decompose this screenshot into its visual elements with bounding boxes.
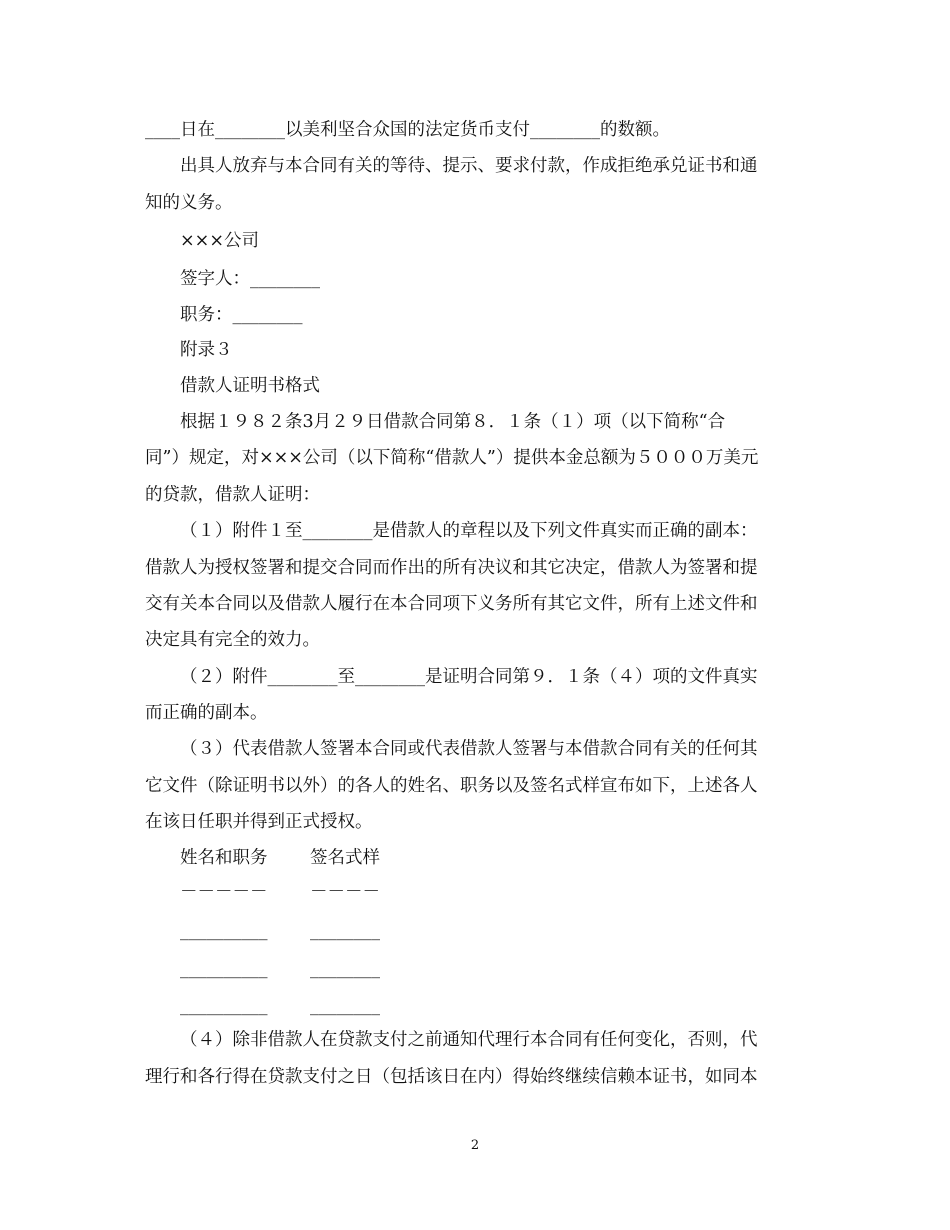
paragraph-line: 交有关本合同以及借款人履行在本合同项下义务所有其它文件，所有上述文件和 <box>145 594 758 614</box>
table-row-signature-field: ________ <box>310 959 380 979</box>
paragraph-line: 决定具有完全的效力。 <box>145 630 320 650</box>
paragraph-line: 而正确的副本。 <box>145 703 268 723</box>
paragraph-line: （４）除非借款人在贷款支付之前通知代理行本合同有任何变化，否则，代 <box>180 1030 758 1050</box>
table-header-signature: 签名式样 <box>310 848 380 868</box>
table-header-name-title: 姓名和职务 <box>180 848 268 868</box>
paragraph-line: （３）代表借款人签署本合同或代表借款人签署与本借款合同有关的任何其 <box>180 739 758 759</box>
table-separator: －－－－ <box>310 882 380 902</box>
paragraph-line: 的贷款，借款人证明： <box>145 485 320 505</box>
form-title: 借款人证明书格式 <box>180 376 320 396</box>
position-line: 职务：________ <box>180 305 303 325</box>
page-number: 2 <box>470 1138 480 1153</box>
signatory-line: 签字人：________ <box>180 269 320 289</box>
paragraph-line: （１）附件１至________是借款人的章程以及下列文件真实而正确的副本： <box>180 521 758 541</box>
appendix-title: 附录３ <box>180 340 233 360</box>
paragraph-line: ____日在________以美利坚合众国的法定货币支付________的数额。 <box>145 120 670 140</box>
paragraph-line: 它文件（除证明书以外）的各人的姓名、职务以及签名式样宣布如下，上述各人 <box>145 776 758 796</box>
table-row-name-field: __________ <box>180 921 268 941</box>
table-row-name-field: __________ <box>180 996 268 1016</box>
table-row-name-field: __________ <box>180 959 268 979</box>
paragraph-line: 同”）规定，对×××公司（以下简称“借款人”）提供本金总额为５０００万美元 <box>145 448 759 468</box>
paragraph-line: 借款人为授权签署和提交合同而作出的所有决议和其它决定，借款人为签署和提 <box>145 558 758 578</box>
table-row-signature-field: ________ <box>310 921 380 941</box>
table-separator: －－－－－ <box>180 882 268 902</box>
paragraph-line: 理行和各行得在贷款支付之日（包括该日在内）得始终继续信赖本证书，如同本 <box>145 1067 758 1087</box>
paragraph-line: （２）附件________至________是证明合同第９．１条（４）项的文件真实 <box>180 667 758 687</box>
table-row-signature-field: ________ <box>310 996 380 1016</box>
paragraph-line: 知的义务。 <box>145 193 233 213</box>
company-name: ×××公司 <box>180 231 259 251</box>
paragraph-line: 在该日任职并得到正式授权。 <box>145 812 373 832</box>
paragraph-line: 根据１９８２条3月２９日借款合同第８．１条（１）项（以下简称“合 <box>180 412 726 432</box>
paragraph-line: 出具人放弃与本合同有关的等待、提示、要求付款，作成拒绝承兑证书和通 <box>180 156 758 176</box>
